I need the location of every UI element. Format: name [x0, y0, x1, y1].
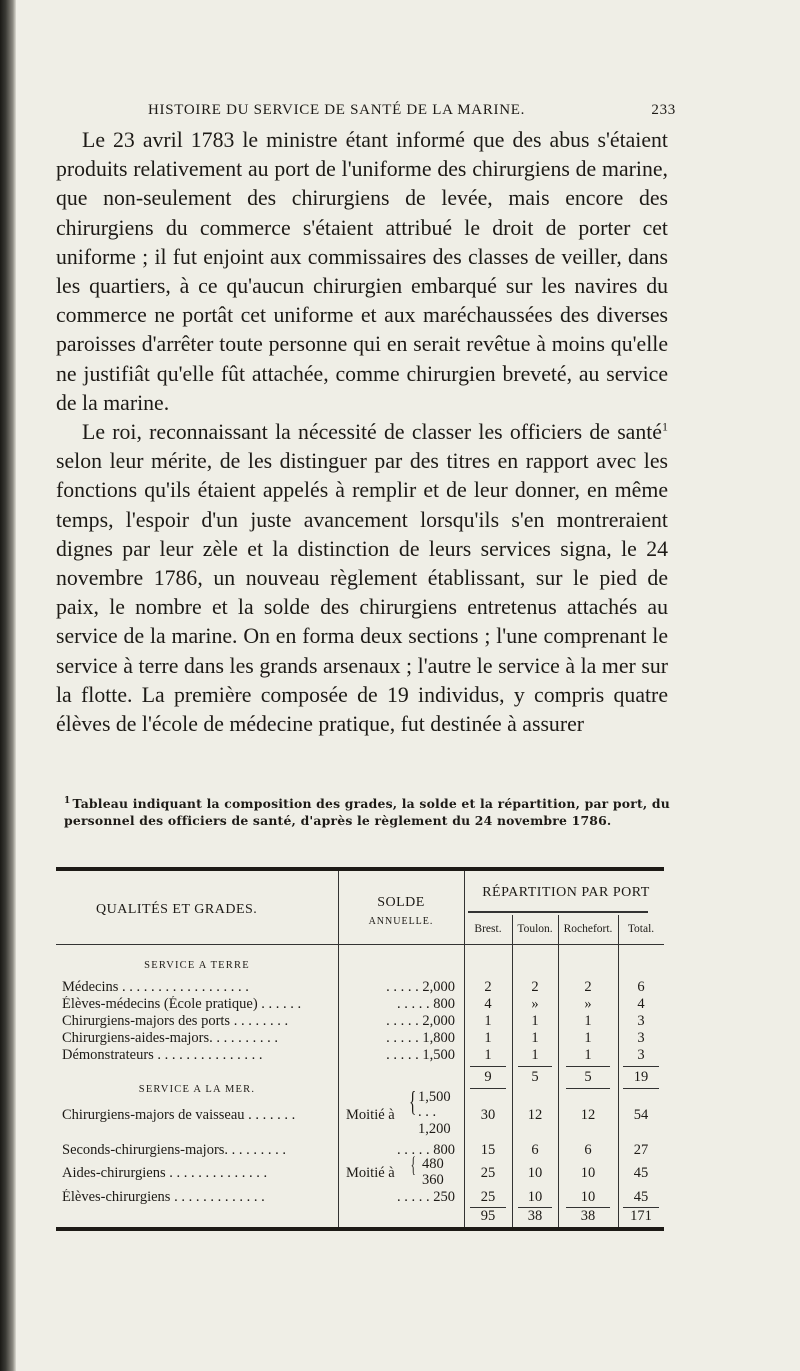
row-label: Chirurgiens-majors des ports . . . . . . . . — [62, 1013, 289, 1029]
column-header-solde: SOLDE — [377, 895, 425, 910]
brace: { — [410, 1152, 416, 1177]
cell-total: 54 — [633, 1107, 649, 1123]
total-rochefort: 38 — [580, 1208, 596, 1224]
paragraph-2-rest: selon leur mérite, de les distinguer par des titres en rapport avec les fonctions qu'ils étaient appelés à remplir et de leur donner, en même temps, l'espoir d'un juste avancement lorsqu'ils s'en montreraient dignes par leur zèle et la distinction de leurs services signa, le 24 novembre 1786, un nouveau règlement établissant, sur le pied de paix, le nombre et la solde des chirurgiens entretenus attachés au service de la marine. On en forma deux sections ; l'une comprenant le service à terre dans les grands arsenaux ; l'autre le service à la mer sur la flotte. La première composée de 19 individus, y compris quatre élèves de l'école de médecine pratique, fut destinée à assurer — [56, 449, 668, 737]
table-row — [56, 1189, 664, 1206]
column-header-solde-sub: ANNUELLE. — [368, 916, 434, 927]
row-label: Aides-chirurgiens . . . . . . . . . . . . . . — [62, 1165, 268, 1181]
personnel-table — [56, 867, 664, 1231]
row-solde-a: 480 — [422, 1156, 444, 1172]
cell-toulon: » — [531, 996, 539, 1012]
subtotal-rule — [470, 1066, 506, 1067]
column-header-total: Total. — [627, 923, 655, 935]
header-bottom-rule — [56, 944, 664, 945]
paragraph-1: Le 23 avril 1783 le ministre étant informé que des abus s'étaient produits relativement au port de l'uniforme des chirurgiens de marine, que non-seulement des chirurgiens de levée, mais encore des chirurgiens du commerce s'étaient attribué le droit de porter cet uniforme ; il fut enjoint aux commissaires des classes de veiller, dans les quartiers, à ce qu'aucun chirurgien embarqué sur les navires du commerce ne portât cet uniforme et aux maréchaussées des diverses paroisses d'arrêter toute personne qui en serait revêtue à moins qu'elle ne justifiât qu'elle fût attachée, comme chirurgien breveté, au service de la marine. — [56, 128, 668, 415]
table-row — [56, 996, 664, 1013]
cell-total: 45 — [633, 1165, 649, 1181]
cell-total: 3 — [637, 1013, 645, 1029]
table-row — [56, 979, 664, 996]
cell-rochefort: 10 — [580, 1165, 596, 1181]
cell-toulon: 12 — [527, 1107, 543, 1123]
cell-toulon: 1 — [531, 1047, 539, 1063]
table-row — [56, 1142, 664, 1159]
row-solde: . . . . . 800 — [397, 1142, 455, 1158]
total-total: 171 — [630, 1208, 652, 1224]
subtotal-rule — [623, 1088, 659, 1089]
main-text — [56, 126, 668, 739]
cell-rochefort: 12 — [580, 1107, 596, 1123]
cell-toulon: 6 — [531, 1142, 539, 1158]
cell-brest: 1 — [484, 1030, 492, 1046]
cell-rochefort: 1 — [584, 1030, 592, 1046]
page-number: 233 — [651, 102, 676, 118]
column-header-toulon: Toulon. — [517, 923, 553, 935]
total-row-mer — [56, 1208, 664, 1225]
row-solde-b: 360 — [422, 1172, 444, 1188]
row-label: Médecins . . . . . . . . . . . . . . . . . . — [62, 979, 249, 995]
cell-brest: 30 — [480, 1107, 496, 1123]
row-solde: . . . . . 1,500 — [386, 1047, 455, 1063]
cell-rochefort: 1 — [584, 1047, 592, 1063]
total-toulon: 38 — [527, 1208, 543, 1224]
cell-toulon: 2 — [531, 979, 539, 995]
cell-brest: 1 — [484, 1013, 492, 1029]
cell-brest: 15 — [480, 1142, 496, 1158]
cell-toulon: 10 — [527, 1189, 543, 1205]
cell-total: 3 — [637, 1030, 645, 1046]
cell-brest: 4 — [484, 996, 492, 1012]
subtotal-rule — [566, 1088, 610, 1089]
cell-brest: 2 — [484, 979, 492, 995]
table-row — [56, 1013, 664, 1030]
total-brest: 9 — [484, 1069, 492, 1085]
paragraph-2-start: Le roi, reconnaissant la nécessité de classer les officiers de santé — [82, 420, 662, 445]
column-header-repartition: RÉPARTITION PAR PORT — [482, 885, 650, 900]
total-brest: 95 — [480, 1208, 496, 1224]
total-toulon: 5 — [531, 1069, 539, 1085]
row-solde: . . . . . 2,000 — [386, 979, 455, 995]
running-header — [148, 98, 676, 122]
row-moitie: Moitié à — [346, 1165, 395, 1181]
row-label: Chirurgiens-aides-majors. . . . . . . . . . — [62, 1030, 278, 1046]
cell-toulon: 1 — [531, 1013, 539, 1029]
header-rule — [468, 911, 648, 913]
subtotal-rule — [623, 1066, 659, 1067]
paragraph-2 — [56, 418, 668, 739]
row-solde-a: 1,500 — [418, 1089, 451, 1105]
cell-brest: 25 — [480, 1189, 496, 1205]
cell-total: 6 — [637, 979, 645, 995]
row-solde-b: 1,200 — [418, 1121, 451, 1137]
cell-rochefort: 10 — [580, 1189, 596, 1205]
row-label: Élèves-chirurgiens . . . . . . . . . . . . . — [62, 1189, 265, 1205]
cell-total: 45 — [633, 1189, 649, 1205]
table-row — [56, 1047, 664, 1064]
footnote-reference: 1 — [662, 419, 668, 434]
cell-total: 3 — [637, 1047, 645, 1063]
row-solde: . . . . . 250 — [397, 1189, 455, 1205]
row-solde: . . . . . 2,000 — [386, 1013, 455, 1029]
cell-total: 27 — [633, 1142, 649, 1158]
cell-rochefort: 6 — [584, 1142, 592, 1158]
subtotal-rule — [470, 1088, 506, 1089]
brace: { — [409, 1087, 417, 1118]
row-solde: . . . . . 800 — [397, 996, 455, 1012]
table-row — [56, 1030, 664, 1047]
section-heading-terre: SERVICE A TERRE — [144, 960, 250, 971]
cell-rochefort: 2 — [584, 979, 592, 995]
cell-brest: 25 — [480, 1165, 496, 1181]
column-header-grades: QUALITÉS ET GRADES. — [96, 902, 258, 917]
row-label: Chirurgiens-majors de vaisseau . . . . . . . — [62, 1107, 296, 1123]
cell-toulon: 1 — [531, 1030, 539, 1046]
column-header-brest: Brest. — [474, 923, 502, 935]
row-solde: . . . . . 1,800 — [386, 1030, 455, 1046]
subtotal-rule — [566, 1066, 610, 1067]
row-solde-dots: . . . — [418, 1104, 437, 1120]
total-rochefort: 5 — [584, 1069, 592, 1085]
cell-toulon: 10 — [527, 1165, 543, 1181]
cell-total: 4 — [637, 996, 645, 1012]
cell-brest: 1 — [484, 1047, 492, 1063]
cell-rochefort: » — [584, 996, 592, 1012]
footnote-text: Tableau indiquant la composition des grades, la solde et la répartition, par port, du personnel des officiers de santé, d'après le règlement du 24 novembre 1786. — [64, 796, 671, 828]
footnote-mark: 1 — [64, 795, 71, 806]
subtotal-rule — [518, 1066, 552, 1067]
row-moitie: Moitié à — [346, 1107, 395, 1123]
footnote — [64, 795, 670, 829]
total-total: 19 — [633, 1069, 649, 1085]
book-binding-edge — [0, 0, 16, 1371]
row-label: Élèves-médecins (École pratique) . . . . . . — [62, 996, 302, 1012]
column-header-rochefort: Rochefort. — [563, 923, 613, 935]
section-heading-mer: SERVICE A LA MER. — [138, 1084, 256, 1095]
cell-rochefort: 1 — [584, 1013, 592, 1029]
row-label: Seconds-chirurgiens-majors. . . . . . . . . — [62, 1142, 287, 1158]
row-label: Démonstrateurs . . . . . . . . . . . . . . . — [62, 1047, 263, 1063]
running-title: HISTOIRE DU SERVICE DE SANTÉ DE LA MARINE. — [148, 102, 526, 118]
